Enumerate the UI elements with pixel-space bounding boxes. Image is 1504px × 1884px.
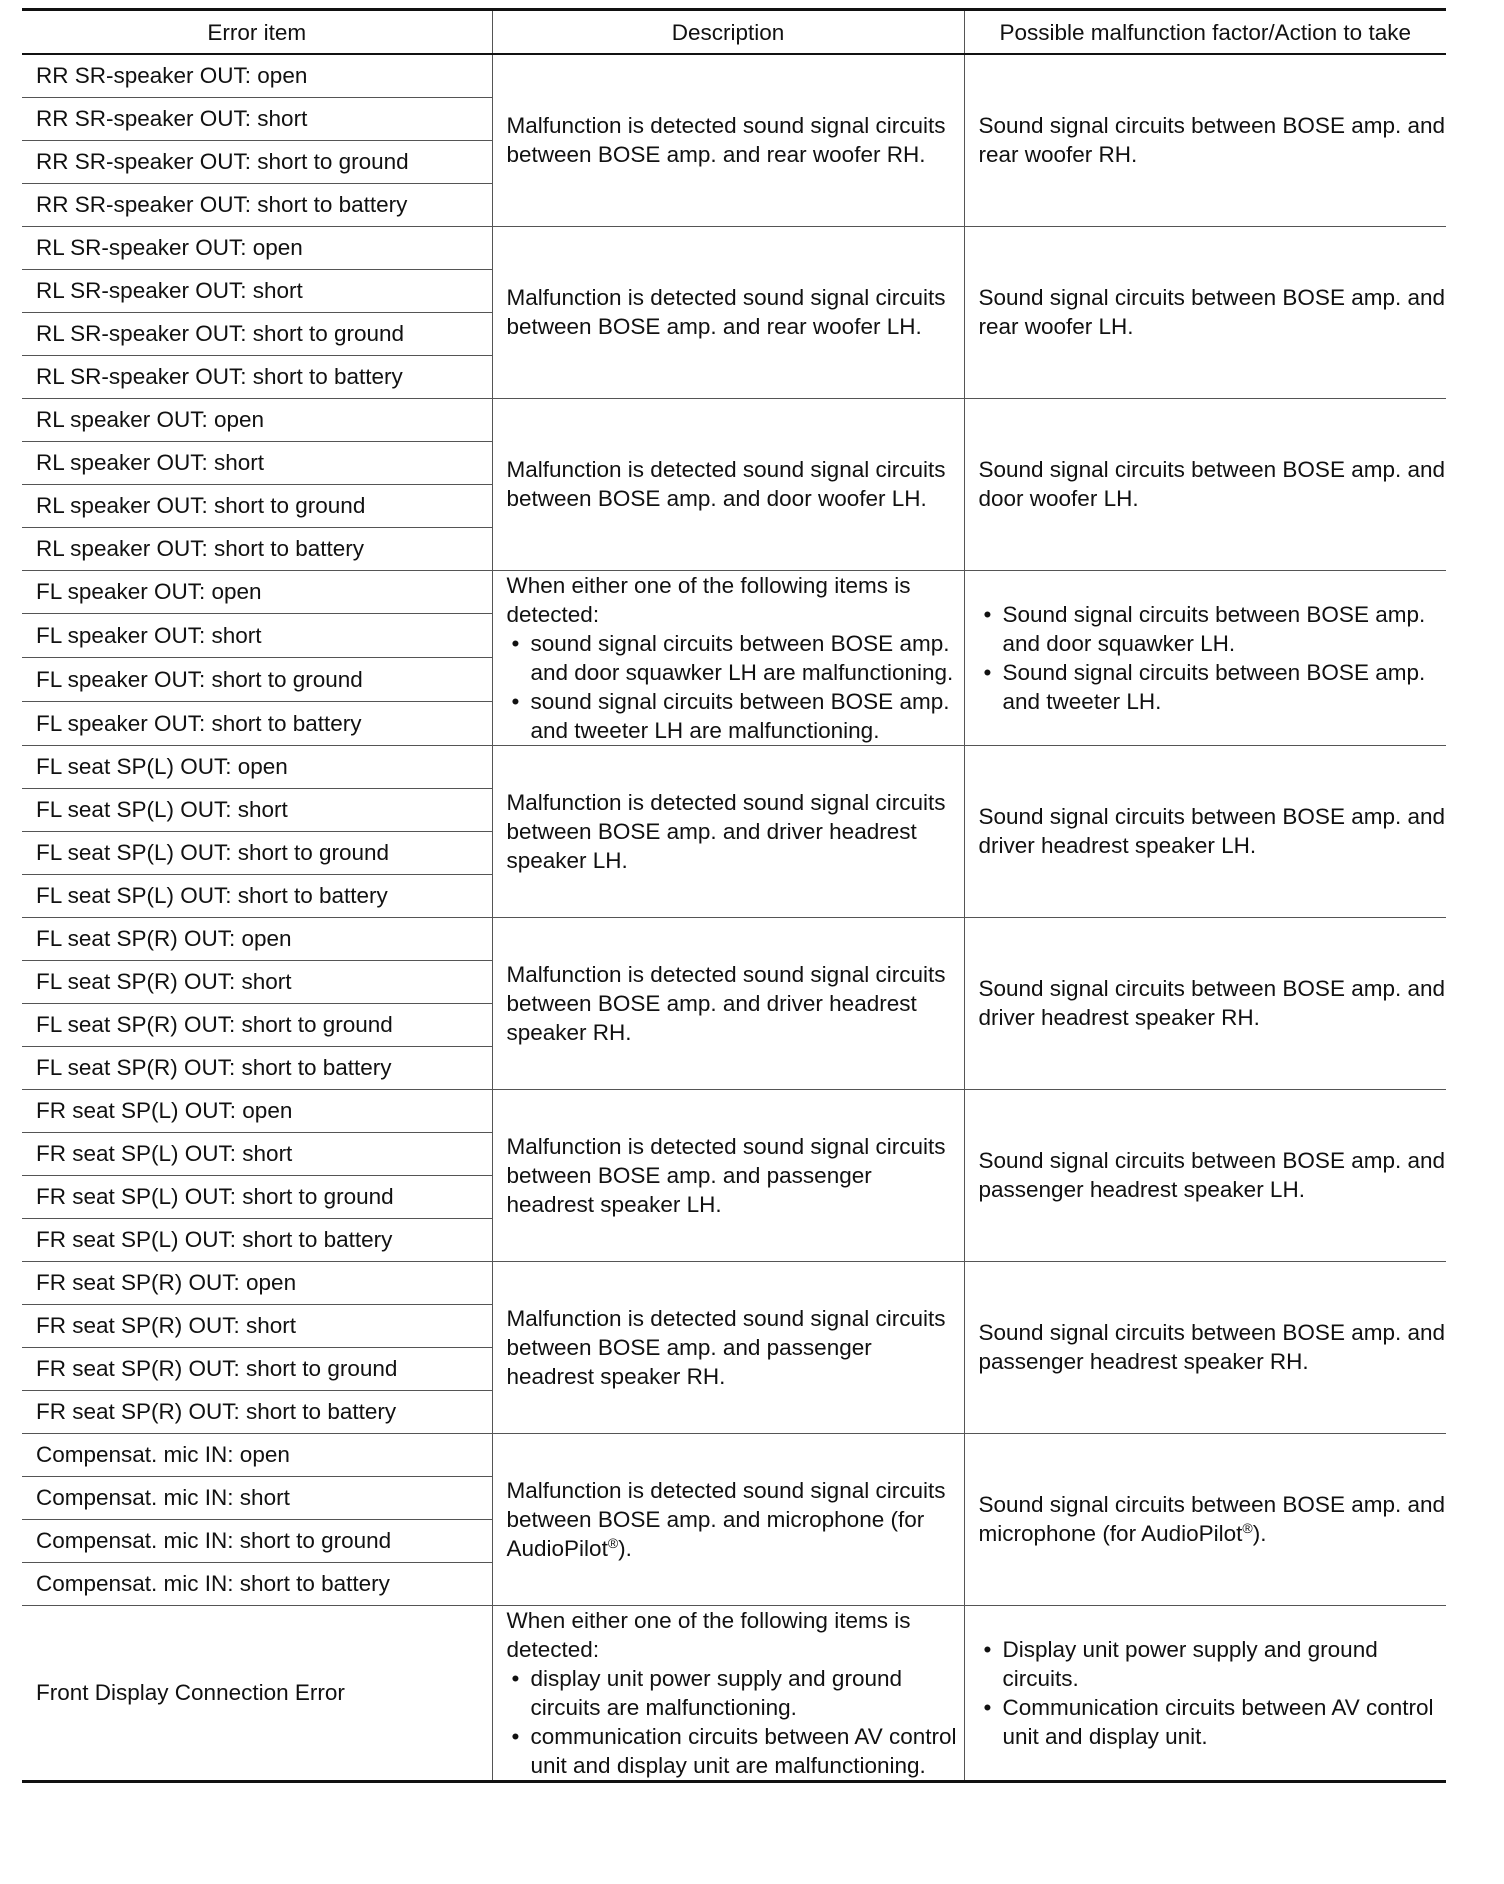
error-item-cell: RL SR-speaker OUT: short to ground xyxy=(22,312,492,355)
table-row xyxy=(22,398,1446,441)
table-row xyxy=(22,1433,1446,1476)
action-cell: Sound signal circuits between BOSE amp. and passenger headrest speaker LH. xyxy=(964,1089,1446,1261)
action-bullet: • Sound signal circuits between BOSE amp. and door squawker LH. xyxy=(979,600,1447,658)
description-bullet-list xyxy=(507,1664,964,1780)
error-item-cell: FR seat SP(R) OUT: short xyxy=(22,1304,492,1347)
action-cell: Sound signal circuits between BOSE amp. and door woofer LH. xyxy=(964,398,1446,570)
registered-mark: ® xyxy=(1242,1520,1253,1536)
table-header-row xyxy=(22,10,1446,55)
table-row xyxy=(22,570,1446,614)
error-item-cell: FR seat SP(L) OUT: short xyxy=(22,1132,492,1175)
error-item-cell: RR SR-speaker OUT: open xyxy=(22,54,492,97)
description-cell xyxy=(492,1433,964,1605)
error-item-cell: RL speaker OUT: short xyxy=(22,441,492,484)
error-item-cell: FL speaker OUT: open xyxy=(22,570,492,614)
action-cell: Sound signal circuits between BOSE amp. and driver headrest speaker RH. xyxy=(964,917,1446,1089)
action-text: Sound signal circuits between BOSE amp. and microphone (for AudioPilot xyxy=(978,1492,1446,1546)
action-text-tail: ). xyxy=(1252,1521,1267,1546)
table-row xyxy=(22,1605,1446,1781)
description-bullet-list xyxy=(507,629,964,745)
description-cell: Malfunction is detected sound signal circuits between BOSE amp. and driver headrest speaker LH. xyxy=(492,745,964,917)
error-item-cell: FL seat SP(L) OUT: short to battery xyxy=(22,874,492,917)
error-item-cell: FR seat SP(L) OUT: short to ground xyxy=(22,1175,492,1218)
action-cell xyxy=(964,1433,1446,1605)
action-cell: Sound signal circuits between BOSE amp. and passenger headrest speaker RH. xyxy=(964,1261,1446,1433)
error-item-cell: FR seat SP(L) OUT: short to battery xyxy=(22,1218,492,1261)
action-cell: Sound signal circuits between BOSE amp. and rear woofer RH. xyxy=(964,54,1446,226)
column-header-error-item: Error item xyxy=(22,10,492,55)
error-item-cell: FL seat SP(L) OUT: short to ground xyxy=(22,831,492,874)
description-cell: Malfunction is detected sound signal circuits between BOSE amp. and driver headrest speaker RH. xyxy=(492,917,964,1089)
error-item-cell: Compensat. mic IN: short to battery xyxy=(22,1562,492,1605)
table-row xyxy=(22,226,1446,269)
error-item-cell: FR seat SP(L) OUT: open xyxy=(22,1089,492,1132)
action-cell: Sound signal circuits between BOSE amp. and driver headrest speaker LH. xyxy=(964,745,1446,917)
error-item-cell: RL speaker OUT: short to battery xyxy=(22,527,492,570)
table-body xyxy=(22,54,1446,1781)
action-bullet: • Sound signal circuits between BOSE amp. and tweeter LH. xyxy=(979,658,1447,716)
description-bullet: • sound signal circuits between BOSE amp. and tweeter LH are malfunctioning. xyxy=(507,687,964,745)
description-cell: Malfunction is detected sound signal circuits between BOSE amp. and passenger headrest speaker RH. xyxy=(492,1261,964,1433)
error-item-cell: FL speaker OUT: short to battery xyxy=(22,701,492,745)
table-row xyxy=(22,745,1446,788)
action-cell xyxy=(964,570,1446,745)
error-item-cell: RL speaker OUT: open xyxy=(22,398,492,441)
error-item-cell: FL seat SP(R) OUT: short xyxy=(22,960,492,1003)
action-cell: Sound signal circuits between BOSE amp. and rear woofer LH. xyxy=(964,226,1446,398)
description-cell xyxy=(492,1605,964,1781)
description-bullet: • display unit power supply and ground circuits are malfunctioning. xyxy=(507,1664,964,1722)
error-item-cell: RL SR-speaker OUT: short xyxy=(22,269,492,312)
description-bullet: • sound signal circuits between BOSE amp. and door squawker LH are malfunctioning. xyxy=(507,629,964,687)
column-header-description: Description xyxy=(492,10,964,55)
error-item-cell: FR seat SP(R) OUT: short to ground xyxy=(22,1347,492,1390)
error-item-cell: FL seat SP(R) OUT: short to battery xyxy=(22,1046,492,1089)
description-cell: Malfunction is detected sound signal circuits between BOSE amp. and rear woofer LH. xyxy=(492,226,964,398)
error-item-cell: FL seat SP(L) OUT: open xyxy=(22,745,492,788)
error-item-cell: RR SR-speaker OUT: short to ground xyxy=(22,140,492,183)
table-row xyxy=(22,917,1446,960)
error-item-cell: FR seat SP(R) OUT: short to battery xyxy=(22,1390,492,1433)
error-item-table xyxy=(22,8,1446,1783)
column-header-action: Possible malfunction factor/Action to take xyxy=(964,10,1446,55)
action-bullet: • Communication circuits between AV control unit and display unit. xyxy=(979,1693,1447,1751)
error-item-cell: FL seat SP(R) OUT: open xyxy=(22,917,492,960)
error-item-cell: FL speaker OUT: short to ground xyxy=(22,658,492,702)
table-row xyxy=(22,1261,1446,1304)
table-row xyxy=(22,1089,1446,1132)
description-bullet: • communication circuits between AV control unit and display unit are malfunctioning. xyxy=(507,1722,964,1780)
error-item-cell: RR SR-speaker OUT: short to battery xyxy=(22,183,492,226)
description-cell: Malfunction is detected sound signal circuits between BOSE amp. and passenger headrest speaker LH. xyxy=(492,1089,964,1261)
error-item-cell: RL speaker OUT: short to ground xyxy=(22,484,492,527)
description-cell xyxy=(492,570,964,745)
error-item-cell: Front Display Connection Error xyxy=(22,1605,492,1781)
action-cell xyxy=(964,1605,1446,1781)
action-bullet-list xyxy=(979,1635,1447,1751)
description-cell: Malfunction is detected sound signal circuits between BOSE amp. and rear woofer RH. xyxy=(492,54,964,226)
error-item-cell: FL seat SP(R) OUT: short to ground xyxy=(22,1003,492,1046)
error-item-cell: FL speaker OUT: short xyxy=(22,614,492,658)
error-item-cell: RR SR-speaker OUT: short xyxy=(22,97,492,140)
description-intro: When either one of the following items is detected: xyxy=(506,1607,911,1662)
error-item-cell: FR seat SP(R) OUT: open xyxy=(22,1261,492,1304)
error-item-cell: RL SR-speaker OUT: short to battery xyxy=(22,355,492,398)
error-item-cell: Compensat. mic IN: short to ground xyxy=(22,1519,492,1562)
diagnosis-table-page xyxy=(22,8,1446,1783)
description-intro: When either one of the following items is detected: xyxy=(506,572,911,627)
description-cell: Malfunction is detected sound signal circuits between BOSE amp. and door woofer LH. xyxy=(492,398,964,570)
description-text: Malfunction is detected sound signal circuits between BOSE amp. and microphone (for AudioPilot xyxy=(506,1477,946,1561)
error-item-cell: RL SR-speaker OUT: open xyxy=(22,226,492,269)
error-item-cell: Compensat. mic IN: open xyxy=(22,1433,492,1476)
description-text-tail: ). xyxy=(618,1535,632,1561)
error-item-cell: FL seat SP(L) OUT: short xyxy=(22,788,492,831)
registered-mark: ® xyxy=(607,1534,619,1551)
action-bullet: • Display unit power supply and ground circuits. xyxy=(979,1635,1447,1693)
error-item-cell: Compensat. mic IN: short xyxy=(22,1476,492,1519)
table-row xyxy=(22,54,1446,97)
action-bullet-list xyxy=(979,600,1447,716)
